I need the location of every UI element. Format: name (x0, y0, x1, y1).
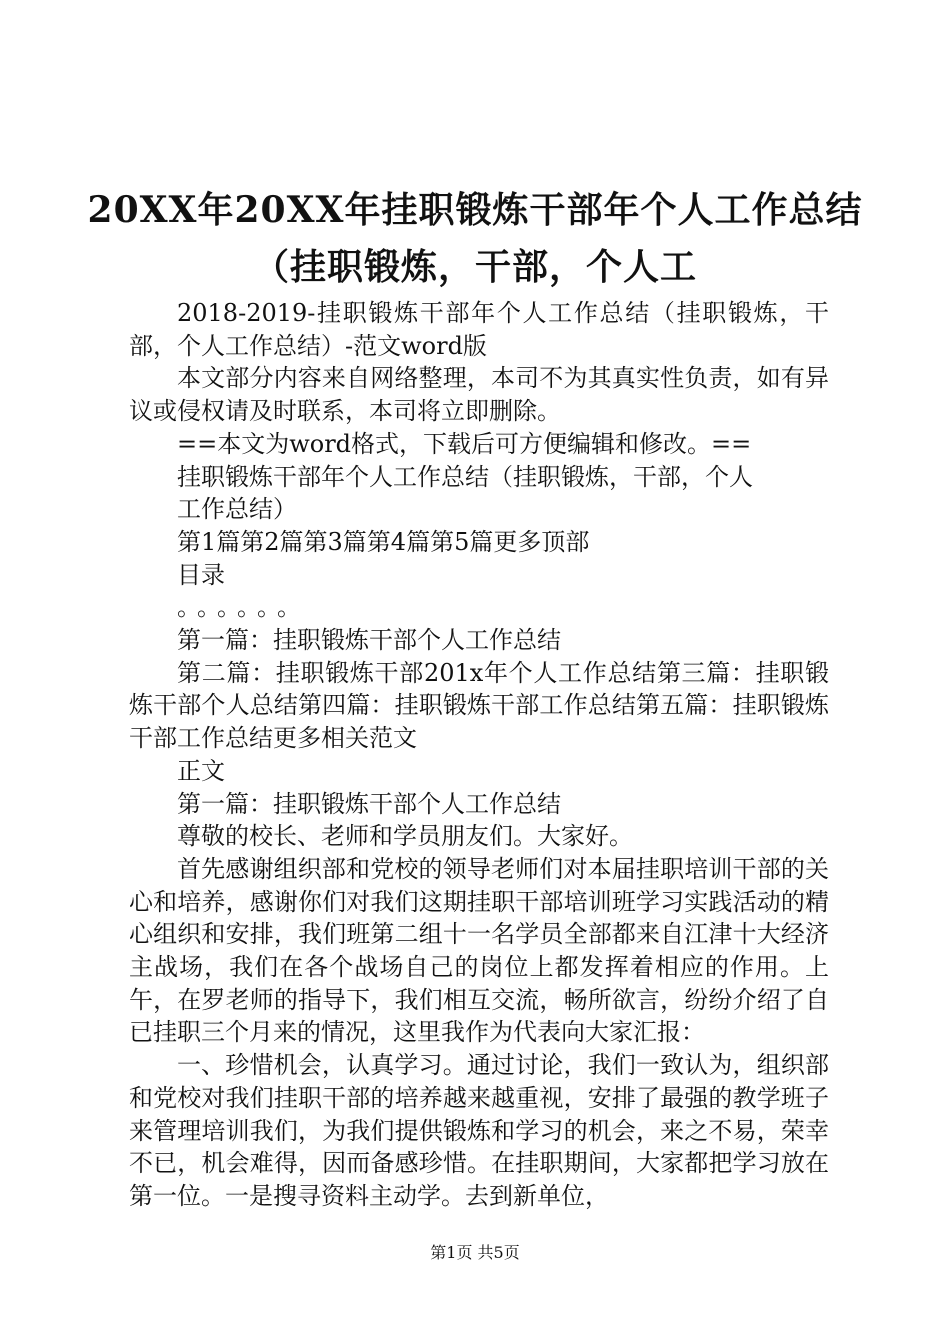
toc-item-1: 第一篇：挂职锻炼干部个人工作总结 (177, 626, 561, 655)
toc-heading: 目录 (177, 560, 225, 589)
paragraph-source-title: 2018-2019-挂职锻炼干部年个人工作总结（挂职锻炼，干部，个人工作总结）-范文word版 (129, 299, 829, 360)
toc-dots: 。。。。。。 (177, 593, 309, 622)
paragraph-greeting: 尊敬的校长、老师和学员朋友们。大家好。 (177, 822, 633, 851)
document-body (129, 297, 829, 1213)
paragraph-thanks: 首先感谢组织部和党校的领导老师们对本届挂职培训干部的关心和培养，感谢你们对我们这期挂职干部培训班学习实践活动的精心组织和安排，我们班第二组十一名学员全部都来自江津十大经济主战场，我们在各个战场自己的岗位上都发挥着相应的作用。上午，在罗老师的指导下，我们相互交流，畅所欲言，纷纷介绍了自已挂职三个月来的情况，这里我作为代表向大家汇报： (129, 854, 829, 1047)
chapter-links: 第1篇第2篇第3篇第4篇第5篇更多顶部 (177, 527, 590, 556)
paragraph-disclaimer: 本文部分内容来自网络整理，本司不为其真实性负责，如有异议或侵权请及时联系，本司将立即删除。 (129, 364, 829, 426)
document-title-line-2: （挂职锻炼，干部，个人工 (252, 246, 697, 288)
toc-items-2-5: 第二篇：挂职锻炼干部201x年个人工作总结第三篇：挂职锻炼干部个人总结第四篇：挂职锻炼干部工作总结第五篇：挂职锻炼干部工作总结更多相关范文 (129, 658, 829, 753)
paragraph-section-1: 一、珍惜机会，认真学习。通过讨论，我们一致认为，组织部和党校对我们挂职干部的培养越来越重视，安排了最强的教学班子来管理培训我们，为我们提供锻炼和学习的机会，来之不易，荣幸不已，机会难得，因而备感珍惜。在挂职期间，大家都把学习放在第一位。一是搜寻资料主动学。去到新单位， (129, 1051, 829, 1210)
paragraph-format-note: ==本文为word格式，下载后可方便编辑和修改。== (177, 429, 752, 458)
paragraph-subtitle: 挂职锻炼干部年个人工作总结（挂职锻炼，干部，个人 (177, 462, 753, 491)
document-title-line-1: 20XX年20XX年挂职锻炼干部年个人工作总结 (87, 189, 863, 231)
chapter-1-heading: 第一篇：挂职锻炼干部个人工作总结 (177, 789, 561, 818)
main-text-heading: 正文 (177, 756, 225, 785)
paragraph-subtitle-cont: 工作总结） (177, 495, 297, 524)
page-footer: 第1页 共5页 (430, 1243, 520, 1262)
